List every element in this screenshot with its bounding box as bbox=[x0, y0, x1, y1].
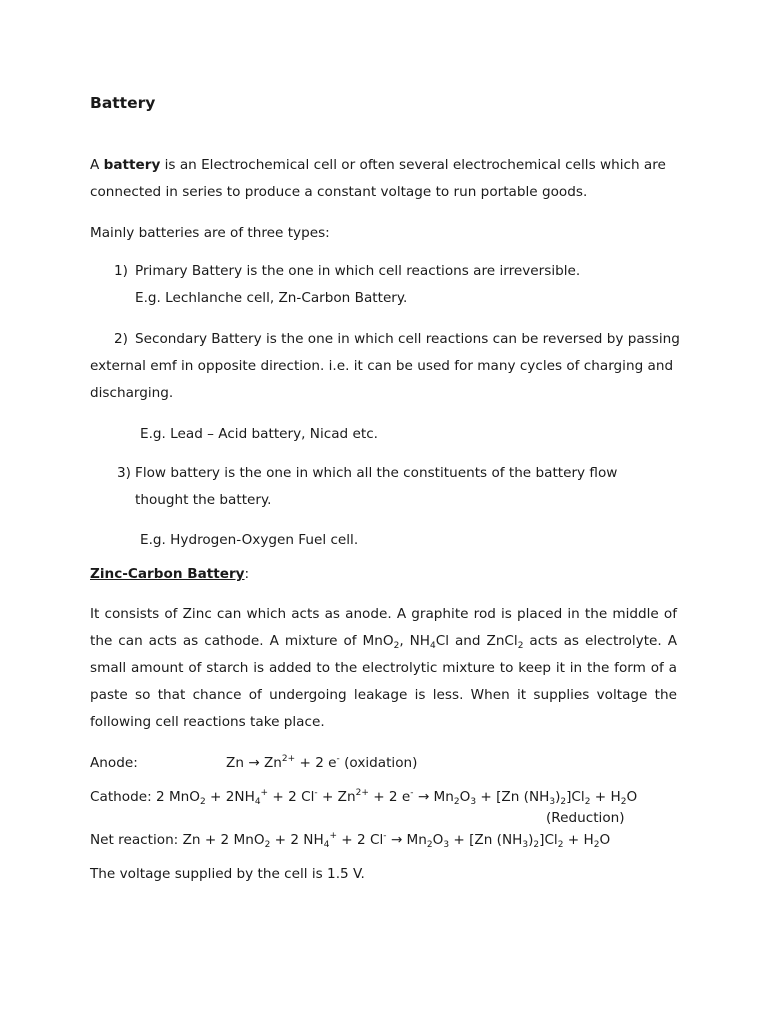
subscript: 2 bbox=[517, 641, 524, 651]
zc-text: Cl and ZnCl bbox=[435, 633, 518, 649]
type-1-text: Primary Battery is the one in which cell reactions are irreversible. bbox=[135, 263, 581, 279]
intro-bold-term: battery bbox=[103, 157, 161, 173]
eq-text: + H bbox=[590, 789, 621, 805]
eq-text: + 2 NH bbox=[270, 832, 324, 848]
zc-para-line-5: following cell reactions take place. bbox=[90, 714, 325, 730]
eq-text: + [Zn (NH bbox=[476, 789, 550, 805]
type-2-text-3: discharging. bbox=[90, 385, 174, 401]
subscript: 2 bbox=[557, 840, 564, 850]
net-reaction-equation bbox=[90, 830, 610, 850]
zc-para-line-3: small amount of starch is added to the electrolytic mixture to keep it in the form of a bbox=[90, 660, 677, 676]
superscript: - bbox=[410, 788, 414, 798]
zc-para-line-1: It consists of Zinc can which acts as anode. A graphite rod is placed in the middle of bbox=[90, 606, 677, 622]
superscript: - bbox=[383, 831, 387, 841]
eq-text: → Mn bbox=[413, 789, 454, 805]
zc-text: acts as electrolyte. A bbox=[523, 633, 677, 649]
eq-text: + Zn bbox=[317, 789, 356, 805]
eq-text: O bbox=[599, 832, 611, 848]
zc-para-line-2 bbox=[90, 631, 677, 651]
subscript: 4 bbox=[323, 840, 330, 850]
eq-text: ) bbox=[555, 789, 561, 805]
eq-text: O bbox=[432, 832, 444, 848]
subscript: 3 bbox=[549, 797, 556, 807]
eq-text: → Mn bbox=[386, 832, 427, 848]
superscript: + bbox=[329, 831, 337, 841]
eq-text: + [Zn (NH bbox=[449, 832, 523, 848]
zc-text: the can acts as cathode. A mixture of MnO bbox=[90, 633, 394, 649]
superscript: 2+ bbox=[281, 754, 296, 764]
intro-rest-1: is an Electrochemical cell or often several electrochemical cells which are bbox=[160, 157, 666, 173]
subscript: 2 bbox=[533, 840, 540, 850]
subscript: 2 bbox=[393, 641, 400, 651]
eq-text: Net reaction: Zn + 2 MnO bbox=[90, 832, 265, 848]
eq-text: + 2 e bbox=[368, 789, 411, 805]
intro-word: A bbox=[90, 157, 104, 173]
intro-line-2: connected in series to produce a constant voltage to run portable goods. bbox=[90, 184, 588, 200]
subscript: 3 bbox=[522, 840, 529, 850]
type-1-number: 1) bbox=[114, 263, 128, 279]
subscript: 4 bbox=[254, 797, 261, 807]
subscript: 2 bbox=[426, 840, 433, 850]
intro-line-1 bbox=[90, 155, 666, 175]
subscript: 2 bbox=[593, 840, 600, 850]
subscript: 3 bbox=[443, 840, 450, 850]
eq-text: + 2 Cl bbox=[336, 832, 384, 848]
subscript: 2 bbox=[453, 797, 460, 807]
zc-text: , NH bbox=[399, 633, 430, 649]
anode-equation bbox=[226, 753, 417, 773]
type-3-text-2: thought the battery. bbox=[135, 492, 272, 508]
eq-text: + H bbox=[563, 832, 594, 848]
heading-colon: : bbox=[244, 566, 250, 582]
type-3-text-1: Flow battery is the one in which all the constituents of the battery flow bbox=[135, 465, 618, 481]
eq-text: O bbox=[459, 789, 471, 805]
eq-text: ]Cl bbox=[566, 789, 585, 805]
types-intro: Mainly batteries are of three types: bbox=[90, 225, 330, 241]
type-2-text-2: external emf in opposite direction. i.e. it can be used for many cycles of charging and bbox=[90, 358, 674, 374]
eq-text: (oxidation) bbox=[339, 755, 418, 771]
voltage-statement: The voltage supplied by the cell is 1.5 V. bbox=[90, 866, 365, 882]
superscript: 2+ bbox=[355, 788, 369, 798]
subscript: 4 bbox=[430, 641, 436, 651]
subscript: 3 bbox=[470, 797, 477, 807]
zinc-carbon-heading: Zinc-Carbon Battery bbox=[90, 566, 245, 582]
subscript: 2 bbox=[560, 797, 567, 807]
type-3-number: 3) bbox=[117, 465, 131, 481]
type-2-example: E.g. Lead – Acid battery, Nicad etc. bbox=[140, 426, 378, 442]
eq-text: ]Cl bbox=[539, 832, 558, 848]
superscript: - bbox=[336, 754, 340, 764]
anode-label: Anode: bbox=[90, 755, 138, 771]
eq-text: + 2 Cl bbox=[268, 789, 315, 805]
eq-text: + 2NH bbox=[205, 789, 255, 805]
type-2-number: 2) bbox=[114, 331, 128, 347]
eq-text: ) bbox=[528, 832, 534, 848]
superscript: - bbox=[314, 788, 318, 798]
superscript: + bbox=[260, 788, 269, 798]
eq-text: O bbox=[626, 789, 638, 805]
reduction-note: (Reduction) bbox=[546, 810, 625, 826]
zinc-carbon-heading-line bbox=[90, 564, 249, 584]
cathode-equation bbox=[90, 787, 637, 807]
type-2-text-1: Secondary Battery is the one in which cell reactions can be reversed by passing bbox=[135, 331, 680, 347]
eq-text: + 2 e bbox=[295, 755, 337, 771]
subscript: 2 bbox=[264, 840, 271, 850]
subscript: 2 bbox=[200, 797, 206, 807]
eq-text: Cathode: 2 MnO bbox=[90, 789, 200, 805]
type-3-example: E.g. Hydrogen-Oxygen Fuel cell. bbox=[140, 532, 359, 548]
subscript: 2 bbox=[584, 797, 591, 807]
type-1-example: E.g. Lechlanche cell, Zn-Carbon Battery. bbox=[135, 290, 408, 306]
page-title: Battery bbox=[90, 94, 156, 112]
subscript: 2 bbox=[620, 797, 627, 807]
eq-text: Zn → Zn bbox=[226, 755, 282, 771]
zc-para-line-4: paste so that chance of undergoing leakage is less. When it supplies voltage the bbox=[90, 687, 677, 703]
